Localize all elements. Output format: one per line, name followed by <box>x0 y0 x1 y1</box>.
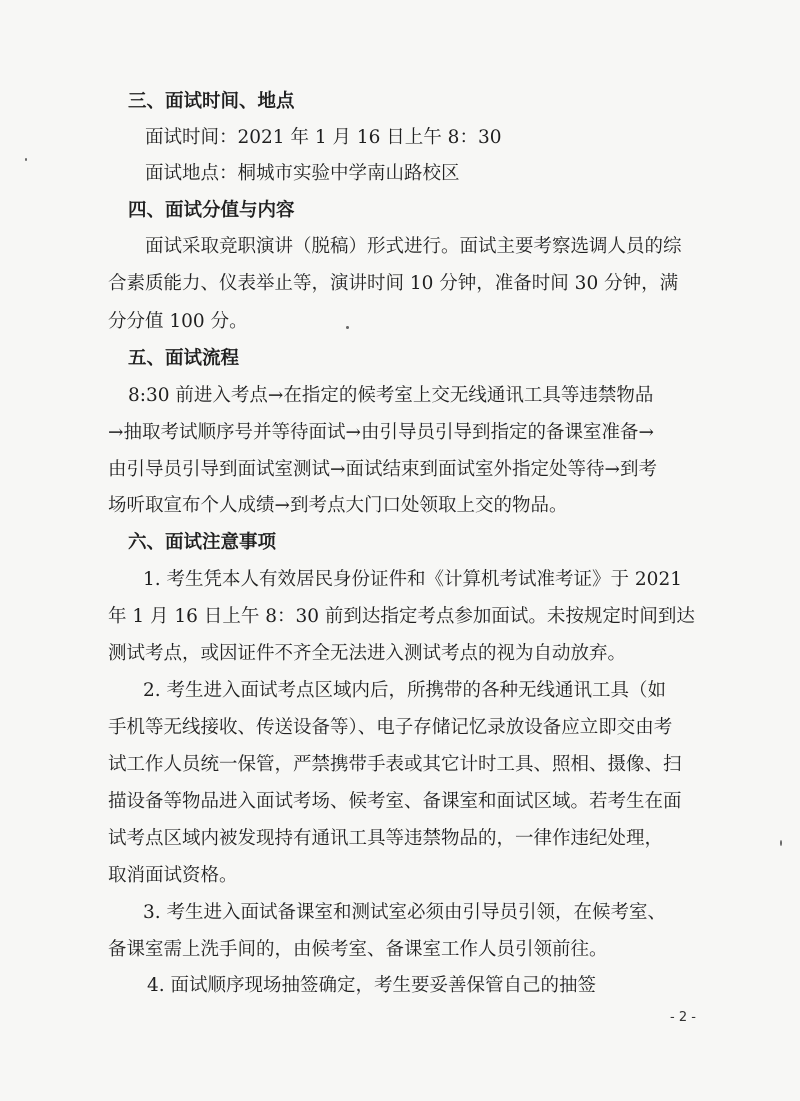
paragraph-line: 面试时间：2021 年 1 月 16 日上午 8：30 <box>145 127 502 148</box>
paragraph-line: 合素质能力、仪表举止等，演讲时间 10 分钟，准备时间 30 分钟，满 <box>108 273 679 294</box>
paragraph-line: 备课室需上洗手间的，由候考室、备课室工作人员引领前往。 <box>108 939 608 960</box>
paragraph-line: 2. 考生进入面试考点区域内后，所携带的各种无线通讯工具（如 <box>143 680 667 701</box>
paragraph-line: 年 1 月 16 日上午 8：30 前到达指定考点参加面试。未按规定时间到达 <box>108 606 695 627</box>
paragraph-line: →抽取考试顺序号并等待面试→由引导员引导到指定的备课室准备→ <box>108 422 655 443</box>
section-heading-notes: 六、面试注意事项 <box>128 532 277 553</box>
paragraph-line: 4. 面试顺序现场抽签确定，考生要妥善保管自己的抽签 <box>147 975 597 996</box>
paragraph-line: 试考点区域内被发现持有通讯工具等违禁物品的，一律作违纪处理， <box>108 828 664 849</box>
paragraph-line: 面试地点：桐城市实验中学南山路校区 <box>145 163 460 184</box>
paragraph-line: 分分值 100 分。 <box>108 311 248 332</box>
paragraph-line: 1. 考生凭本人有效居民身份证件和《计算机考试准考证》于 2021 <box>143 569 682 590</box>
paragraph-line: 由引导员引导到面试室测试→面试结束到面试室外指定处等待→到考 <box>108 459 658 480</box>
paragraph-line: 描设备等物品进入面试考场、候考室、备课室和面试区域。若考生在面 <box>108 791 682 812</box>
page-number: - 2 - <box>670 1010 696 1025</box>
scan-speck <box>780 840 782 846</box>
paragraph-line: 手机等无线接收、传送设备等）、电子存储记忆录放设备应立即交由考 <box>108 717 673 738</box>
paragraph-line: 试工作人员统一保管，严禁携带手表或其它计时工具、照相、摄像、扫 <box>108 754 682 775</box>
paragraph-line: 测试考点，或因证件不齐全无法进入测试考点的视为自动放弃。 <box>108 643 627 664</box>
paragraph-line: 3. 考生进入面试备课室和测试室必须由引导员引领，在候考室、 <box>143 902 667 923</box>
paragraph-line: 场听取宣布个人成绩→到考点大门口处领取上交的物品。 <box>108 495 568 516</box>
scan-speck <box>346 326 349 329</box>
scan-speck <box>25 158 27 161</box>
section-heading-interview-process: 五、面试流程 <box>128 348 240 369</box>
paragraph-line: 取消面试资格。 <box>108 865 238 886</box>
section-heading-score-content: 四、面试分值与内容 <box>128 200 295 221</box>
paragraph-line: 8:30 前进入考点→在指定的候考室上交无线通讯工具等违禁物品 <box>128 385 654 406</box>
paragraph-line: 面试采取竞职演讲（脱稿）形式进行。面试主要考察选调人员的综 <box>145 236 682 257</box>
section-heading-interview-time-place: 三、面试时间、地点 <box>128 91 295 112</box>
